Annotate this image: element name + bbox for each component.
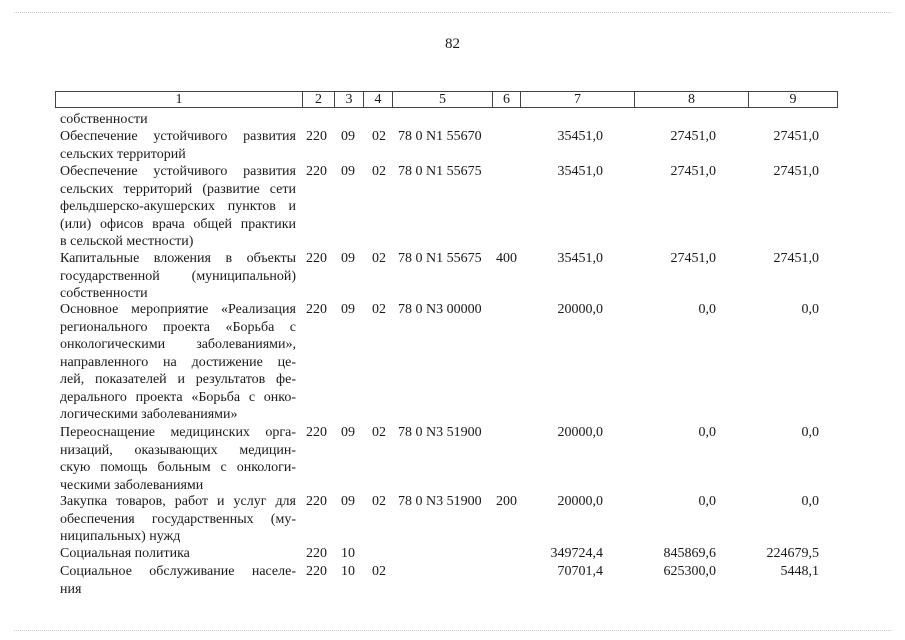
cell-c7: 70701,4 [557, 564, 603, 579]
cell-c9: 0,0 [801, 494, 819, 509]
description-line: регионального проекта «Борьба с [60, 319, 296, 335]
description-line: ниципальных) нужд [60, 529, 181, 544]
cell-c3: 09 [341, 251, 355, 266]
cell-c3: 09 [341, 425, 355, 440]
table-header [55, 91, 838, 108]
description-line: дерального проекта «Борьба с онко- [60, 389, 296, 405]
cell-c2: 220 [306, 164, 327, 179]
cell-c2: 220 [306, 302, 327, 317]
row-description [60, 563, 296, 598]
cell-c2: 220 [306, 251, 327, 266]
description-line: логическими заболеваниями» [60, 407, 238, 422]
cell-c7: 35451,0 [557, 164, 603, 179]
description-line: Обеспечение устойчивого развития [60, 129, 296, 144]
description-line: Закупка товаров, работ и услуг для [60, 494, 296, 509]
cell-c8: 625300,0 [663, 564, 716, 579]
header-col-3: 3 [335, 92, 364, 107]
description-line: сельских территорий (развитие сети [60, 181, 296, 197]
cell-c5: 78 0 N1 55675 [398, 164, 482, 179]
cell-c5: 78 0 N1 55670 [398, 129, 482, 144]
header-col-6: 6 [493, 92, 521, 107]
cell-c4: 02 [372, 302, 386, 317]
cell-c9: 0,0 [801, 425, 819, 440]
description-line: ческими заболеваниями [60, 477, 204, 493]
row-description [60, 493, 296, 546]
cell-c3: 10 [341, 564, 355, 579]
cell-c8: 0,0 [698, 425, 716, 440]
description-line: Переоснащение медицинских орга- [60, 425, 296, 440]
cell-c7: 20000,0 [557, 425, 603, 440]
cell-c7: 20000,0 [557, 302, 603, 317]
cell-c7: 35451,0 [557, 251, 603, 266]
page-number: 82 [445, 36, 460, 52]
cell-c2: 220 [306, 564, 327, 579]
cell-c8: 845869,6 [663, 546, 716, 561]
cell-c7: 35451,0 [557, 129, 603, 144]
description-line: собственности [60, 286, 148, 301]
description-line: Социальное обслуживание населе- [60, 564, 296, 579]
row-description [60, 250, 296, 303]
description-line: сельских территорий [60, 146, 186, 162]
row-description [60, 424, 296, 494]
cell-c9: 27451,0 [773, 129, 819, 144]
header-col-7: 7 [521, 92, 635, 107]
cell-c7: 349724,4 [550, 546, 603, 561]
description-line: государственной (муниципальной) [60, 268, 296, 284]
cell-c8: 0,0 [698, 302, 716, 317]
cell-c9: 0,0 [801, 302, 819, 317]
cell-c4: 02 [372, 425, 386, 440]
cell-c8: 27451,0 [670, 164, 716, 179]
header-col-1: 1 [56, 92, 303, 107]
header-col-8: 8 [635, 92, 749, 107]
cell-c2: 220 [306, 425, 327, 440]
description-line: Капитальные вложения в объекты [60, 251, 296, 266]
description-line: онкологическими заболеваниями», [60, 337, 296, 352]
cell-c8: 27451,0 [670, 251, 716, 266]
row-description [60, 111, 296, 129]
description-line: направленного на достижение це- [60, 354, 296, 370]
cell-c6: 200 [496, 494, 517, 509]
scan-edge-top [14, 12, 891, 14]
cell-c2: 220 [306, 129, 327, 144]
cell-c3: 09 [341, 129, 355, 144]
cell-c4: 02 [372, 494, 386, 509]
row-description [60, 301, 296, 424]
row-description [60, 128, 296, 163]
header-col-4: 4 [364, 92, 393, 107]
cell-c7: 20000,0 [557, 494, 603, 509]
cell-c9: 224679,5 [766, 546, 819, 561]
cell-c5: 78 0 N3 00000 [398, 302, 482, 317]
scan-edge-bottom [14, 630, 891, 632]
row-description [60, 163, 296, 251]
cell-c9: 27451,0 [773, 251, 819, 266]
description-line: обеспечения государственных (му- [60, 511, 296, 527]
description-line: фельдшерско-акушерских пунктов и [60, 199, 296, 214]
cell-c2: 220 [306, 494, 327, 509]
description-line: Основное мероприятие «Реализация [60, 302, 296, 317]
description-line: ния [60, 581, 82, 597]
header-col-2: 2 [303, 92, 335, 107]
cell-c8: 0,0 [698, 494, 716, 509]
cell-c3: 09 [341, 302, 355, 317]
cell-c3: 10 [341, 546, 355, 561]
cell-c9: 27451,0 [773, 164, 819, 179]
cell-c4: 02 [372, 164, 386, 179]
cell-c5: 78 0 N3 51900 [398, 425, 482, 440]
cell-c3: 09 [341, 494, 355, 509]
description-line: низаций, оказывающих медицин- [60, 442, 296, 458]
description-line: Обеспечение устойчивого развития [60, 164, 296, 179]
row-description [60, 545, 296, 563]
header-col-9: 9 [789, 92, 797, 107]
cell-c6: 400 [496, 251, 517, 266]
cell-c5: 78 0 N1 55675 [398, 251, 482, 266]
cell-c9: 5448,1 [780, 564, 819, 579]
description-line: Социальная политика [60, 546, 190, 561]
header-col-5: 5 [393, 92, 493, 107]
cell-c5: 78 0 N3 51900 [398, 494, 482, 509]
cell-c2: 220 [306, 546, 327, 561]
description-line: (или) офисов врача общей практики [60, 216, 296, 232]
description-line: скую помощь больным с онкологи- [60, 460, 296, 475]
cell-c8: 27451,0 [670, 129, 716, 144]
description-line: лей, показателей и результатов фе- [60, 372, 296, 387]
cell-c4: 02 [372, 251, 386, 266]
cell-c4: 02 [372, 564, 386, 579]
cell-c3: 09 [341, 164, 355, 179]
description-line: собственности [60, 112, 148, 127]
description-line: в сельской местности) [60, 234, 194, 249]
cell-c4: 02 [372, 129, 386, 144]
